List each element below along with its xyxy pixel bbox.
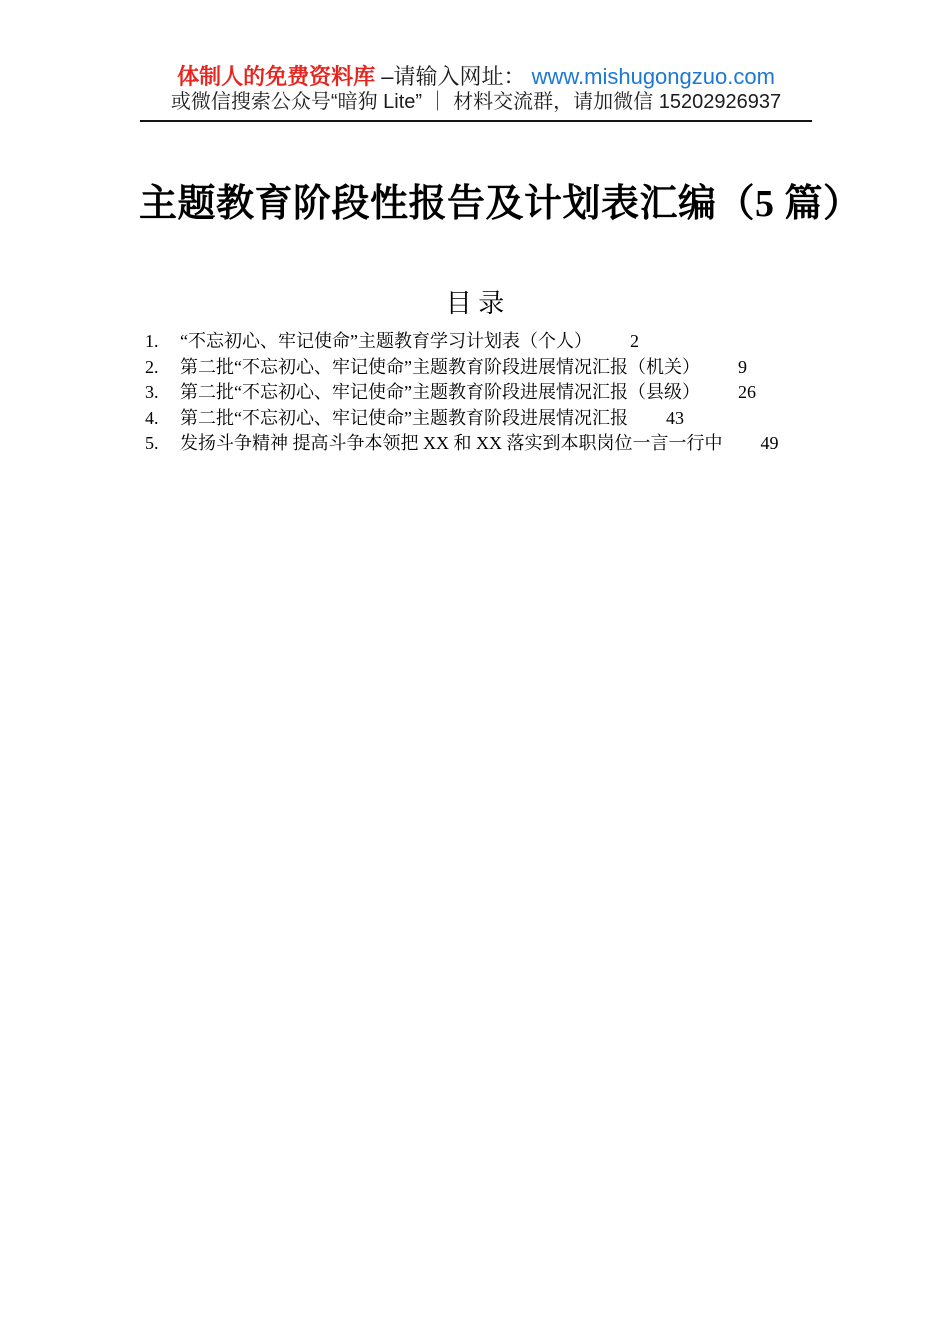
toc-item-number: 1. bbox=[145, 331, 159, 351]
toc-item-title: 第二批“不忘初心、牢记使命”主题教育阶段进展情况汇报（机关） bbox=[180, 356, 700, 377]
toc-item-title: “不忘初心、牢记使命”主题教育学习计划表（个人） bbox=[180, 331, 592, 351]
promo-header bbox=[140, 63, 812, 122]
toc-item-page-number: 49 bbox=[760, 433, 779, 453]
toc-list bbox=[145, 329, 845, 457]
toc-heading: 目 录 bbox=[445, 289, 505, 318]
toc-item-number: 5. bbox=[145, 433, 159, 453]
url-prompt-text: –请输入网址： bbox=[381, 64, 526, 89]
toc-item-page-number: 9 bbox=[737, 356, 747, 377]
toc-item-number: 2. bbox=[145, 356, 159, 377]
website-url-link[interactable]: www.mishugongzuo.com bbox=[531, 64, 775, 89]
toc-item-title: 第二批“不忘初心、牢记使命”主题教育阶段进展情况汇报 bbox=[180, 407, 628, 428]
toc-item bbox=[145, 431, 845, 457]
toc-item bbox=[145, 355, 845, 381]
toc-item-title: 第二批“不忘初心、牢记使命”主题教育阶段进展情况汇报（县级） bbox=[180, 382, 700, 402]
promo-header-line2: 或微信搜索公众号“暗狗 Lite” ｜ 材料交流群，请加微信 15202926937 bbox=[170, 91, 782, 113]
toc-item bbox=[145, 406, 845, 432]
document-title: 主题教育阶段性报告及计划表汇编（5 篇） bbox=[139, 183, 862, 225]
toc-item bbox=[145, 380, 845, 406]
toc-item-number: 4. bbox=[145, 407, 159, 428]
toc-item bbox=[145, 329, 845, 355]
toc-item-page-number: 2 bbox=[629, 331, 639, 351]
promo-header-line1 bbox=[140, 63, 812, 90]
toc-item-title: 发扬斗争精神 提高斗争本领把 XX 和 XX 落实到本职岗位一言一行中 bbox=[180, 433, 723, 453]
brand-text: 体制人的免费资料库 bbox=[177, 64, 376, 89]
toc-item-page-number: 43 bbox=[665, 407, 684, 428]
toc-item-page-number: 26 bbox=[737, 382, 756, 402]
toc-item-number: 3. bbox=[145, 382, 159, 402]
